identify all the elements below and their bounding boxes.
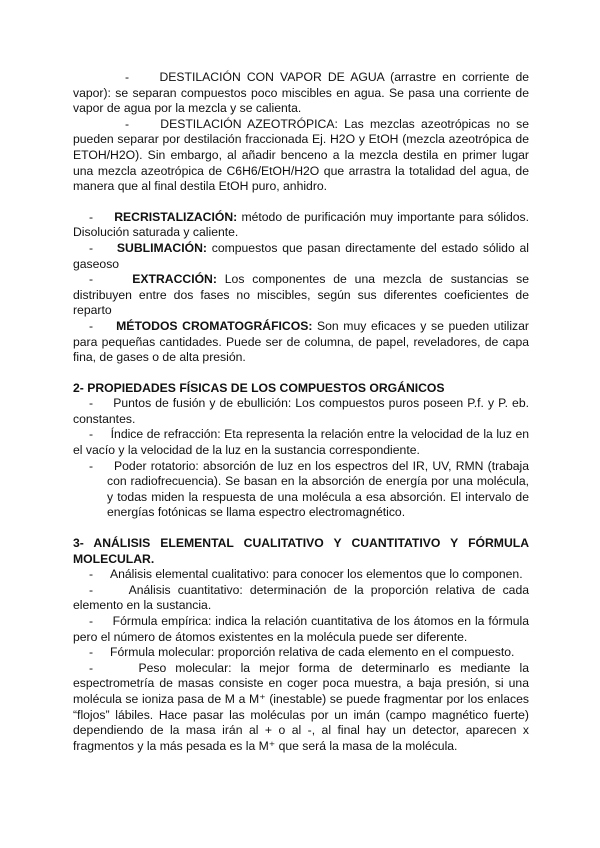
list-item-text: Peso molecular: la mejor forma de determinarlo es mediante la espectrometría de masas consiste en coger poca muestra, a baja presión, si una molécula se ioniza pasa de M a M⁺ (inestable) se puede fragmentar por los enlaces “flojos” lábiles. Hace pasar las moléculas por un imán (campo magnético fuerte) dependiendo de la masa irán al + o al -, al final hay un detector, aparecen x fragmentos y la más pesada es la M⁺ que será la masa de la molécula. (73, 660, 529, 753)
list-item-text: DESTILACIÓN AZEOTRÓPICA: Las mezclas azeotrópicas no se pueden separar por destilación fraccionada Ej. H2O y EtOH (mezcla azeotrópica de ETOH/H2O). Sin embargo, al añadir benceno a la mezcla destila en primer lugar una mezcla azeotrópica de C6H6/EtOH/H2O que arrastra la totalidad del agua, de manera que al final destila EtOH puro, anhidro. (73, 116, 529, 194)
bullet-dash: - (89, 240, 94, 255)
list-item-molecular-weight (73, 661, 529, 755)
list-item-steam-distillation (73, 70, 529, 117)
list-item-chromatography (73, 319, 529, 366)
list-item-molecular-formula (73, 645, 529, 661)
list-item-text: Los componentes de una mezcla de sustancias se distribuyen entre dos fases no miscibles, según sus diferentes coeficientes de reparto (73, 272, 529, 318)
list-item-recrystallization (73, 210, 529, 241)
list-item-rotatory-power (73, 459, 529, 521)
list-item-text: método de purificación muy importante para sólidos. Disolución saturada y caliente. (73, 209, 529, 240)
list-item-text: DESTILACIÓN CON VAPOR DE AGUA (arrastre en corriente de vapor): se separan compuestos poco miscibles en agua. Se pasa una corriente de vapor de agua por la mezcla y se calienta. (73, 70, 529, 116)
term-label: EXTRACCIÓN: (132, 272, 217, 287)
document-content (73, 70, 529, 754)
section-3-heading: 3- ANÁLISIS ELEMENTAL CUALITATIVO Y CUANTITATIVO Y FÓRMULA MOLECULAR. (73, 536, 529, 566)
list-item-quantitative-analysis (73, 583, 529, 614)
term-label: RECRISTALIZACIÓN: (114, 209, 238, 224)
bullet-dash: - (89, 582, 94, 597)
bullet-dash: - (89, 396, 94, 411)
bullet-dash: - (89, 645, 94, 660)
list-item-text: Índice de refracción: Eta representa la relación entre la velocidad de la luz en el vacío y la velocidad de la luz en la sustancia correspondiente. (73, 427, 530, 458)
list-item-empirical-formula (73, 614, 529, 645)
list-item-text: Análisis elemental cualitativo: para conocer los elementos que lo componen. (110, 567, 523, 582)
list-item-text: Puntos de fusión y de ebullición: Los compuestos puros poseen P.f. y P. eb. constantes. (73, 396, 529, 426)
list-item-text: Poder rotatorio: absorción de luz en los espectros del IR, UV, RMN (trabaja con radiofrecuencia). Se basan en la absorción de energía por una molécula, y todas miden la respuesta de una molécula a esa absorción. El intervalo de energías fotónicas se llama espectro electromagnético. (107, 458, 529, 520)
bullet-dash: - (89, 458, 94, 473)
list-item-sublimation (73, 241, 529, 272)
bullet-dash: - (89, 614, 94, 628)
list-item-text: Son muy eficaces y se pueden utilizar para pequeñas cantidades. Puede ser de columna, de papel, reveladores, de capa fina, de gases o de alta presión. (73, 318, 529, 365)
list-item-refraction-index (73, 427, 529, 458)
bullet-dash: - (89, 209, 94, 224)
list-item-text: Fórmula molecular: proporción relativa de cada elemento en el compuesto. (110, 645, 515, 660)
list-item-melting-boiling (73, 396, 529, 427)
bullet-dash: - (89, 318, 94, 333)
list-item-extraction (73, 272, 529, 319)
bullet-dash: - (89, 427, 94, 442)
bullet-dash: - (125, 70, 130, 84)
list-item-text: compuestos que pasan directamente del estado sólido al gaseoso (73, 240, 529, 271)
bullet-dash: - (125, 116, 130, 131)
term-label: MÉTODOS CROMATOGRÁFICOS: (116, 318, 313, 333)
section-2-heading: 2- PROPIEDADES FÍSICAS DE LOS COMPUESTOS ORGÁNICOS (73, 380, 445, 395)
list-item-text: Fórmula empírica: indica la relación cuantitativa de los átomos en la fórmula pero el número de átomos existentes en la molécula puede ser diferente. (73, 614, 529, 644)
bullet-dash: - (89, 567, 94, 582)
term-label: SUBLIMACIÓN: (116, 240, 207, 255)
bullet-dash: - (89, 272, 94, 287)
bullet-dash: - (89, 660, 94, 675)
list-item-qualitative-analysis (73, 567, 529, 583)
list-item-text: Análisis cuantitativo: determinación de la proporción relativa de cada elemento en la sustancia. (73, 582, 529, 613)
list-item-azeotropic-distillation (73, 117, 529, 195)
